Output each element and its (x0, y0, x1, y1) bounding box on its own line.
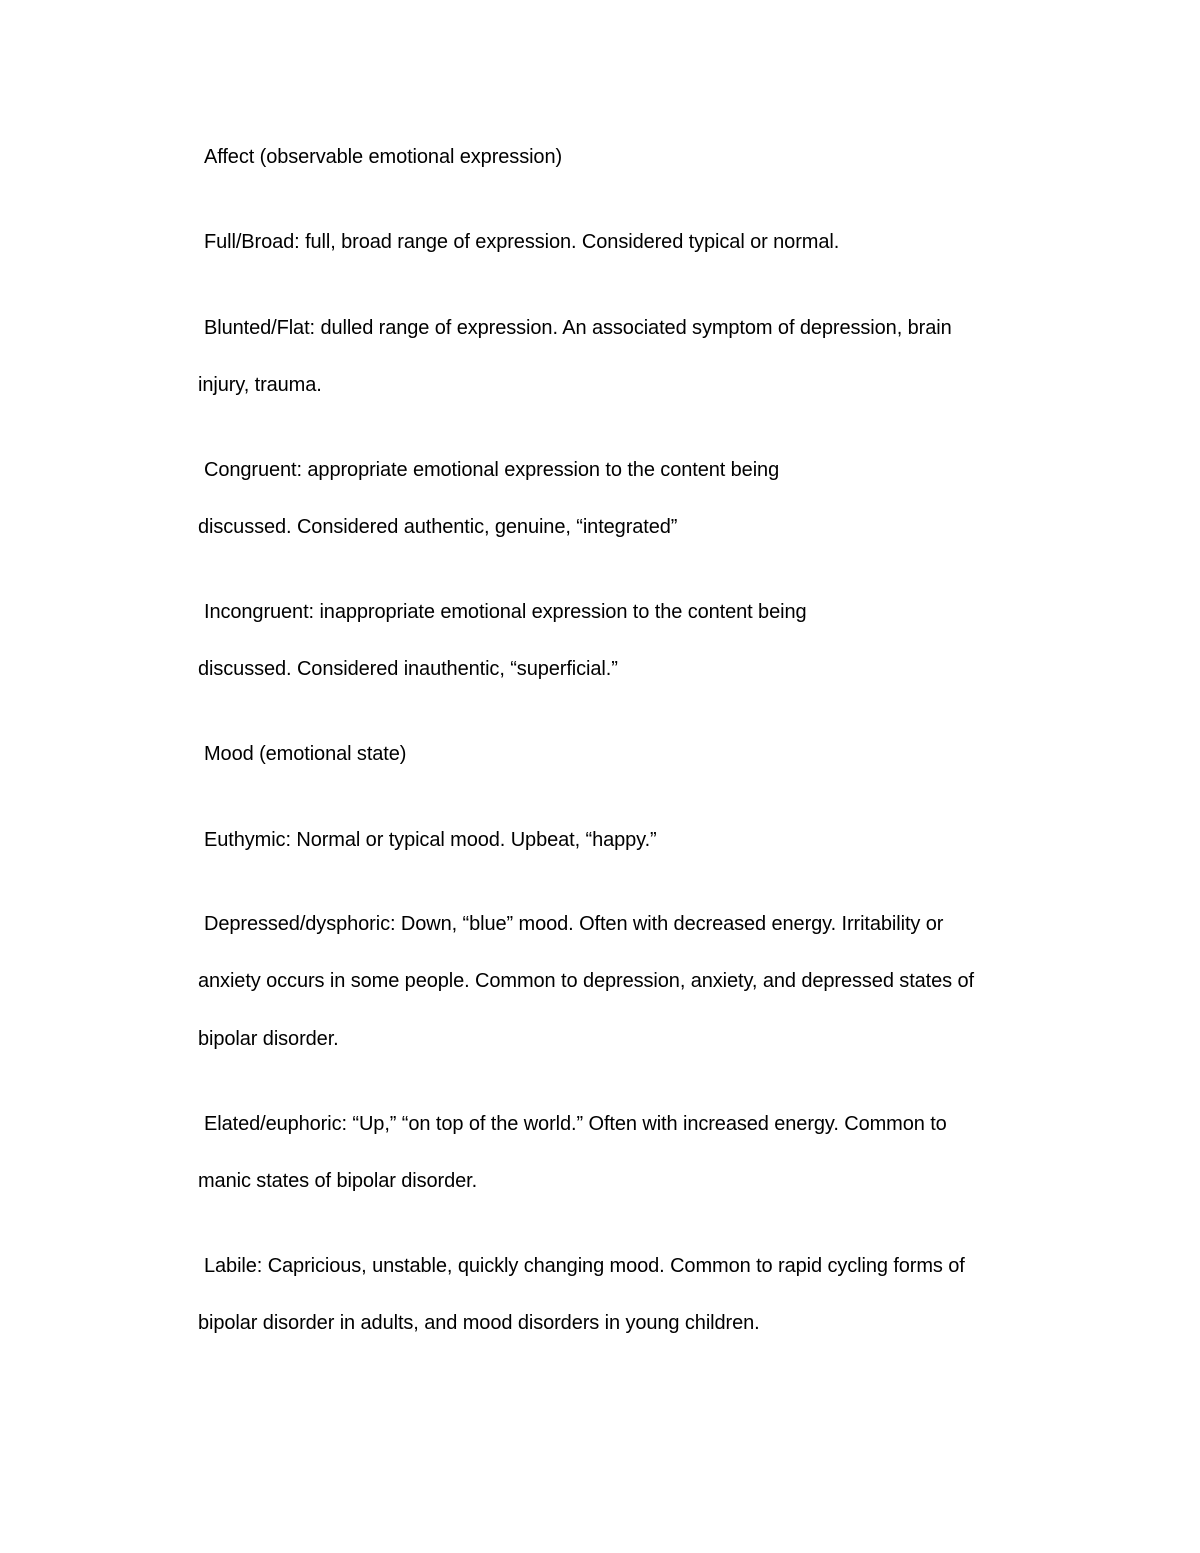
paragraph-labile-line-1: Labile: Capricious, unstable, quickly changing mood. Common to rapid cycling forms of (204, 1255, 965, 1277)
paragraph-labile-line-2: bipolar disorder in adults, and mood disorders in young children. (198, 1312, 760, 1334)
paragraph-blunted-flat-line-2: injury, trauma. (198, 374, 322, 396)
paragraph-incongruent-line-2: discussed. Considered inauthentic, “superficial.” (198, 658, 618, 680)
paragraph-depressed-line-1: Depressed/dysphoric: Down, “blue” mood. Often with decreased energy. Irritability or (204, 913, 944, 935)
paragraph-blunted-flat-line-1: Blunted/Flat: dulled range of expression. An associated symptom of depression, brain (204, 317, 952, 339)
paragraph-depressed-line-2: anxiety occurs in some people. Common to depression, anxiety, and depressed states of (198, 970, 975, 992)
heading-mood: Mood (emotional state) (204, 743, 407, 765)
paragraph-euthymic-line-1: Euthymic: Normal or typical mood. Upbeat, “happy.” (204, 829, 657, 851)
paragraph-depressed-line-3: bipolar disorder. (198, 1028, 339, 1050)
paragraph-incongruent-line-1: Incongruent: inappropriate emotional expression to the content being (204, 601, 807, 623)
paragraph-elated-line-2: manic states of bipolar disorder. (198, 1170, 478, 1192)
paragraph-elated-line-1: Elated/euphoric: “Up,” “on top of the world.” Often with increased energy. Common to (204, 1113, 947, 1135)
paragraph-full-broad-line-1: Full/Broad: full, broad range of expression. Considered typical or normal. (204, 231, 840, 253)
paragraph-congruent-line-1: Congruent: appropriate emotional expression to the content being (204, 459, 780, 481)
paragraph-congruent-line-2: discussed. Considered authentic, genuine, “integrated” (198, 516, 678, 538)
heading-affect: Affect (observable emotional expression) (204, 146, 563, 168)
